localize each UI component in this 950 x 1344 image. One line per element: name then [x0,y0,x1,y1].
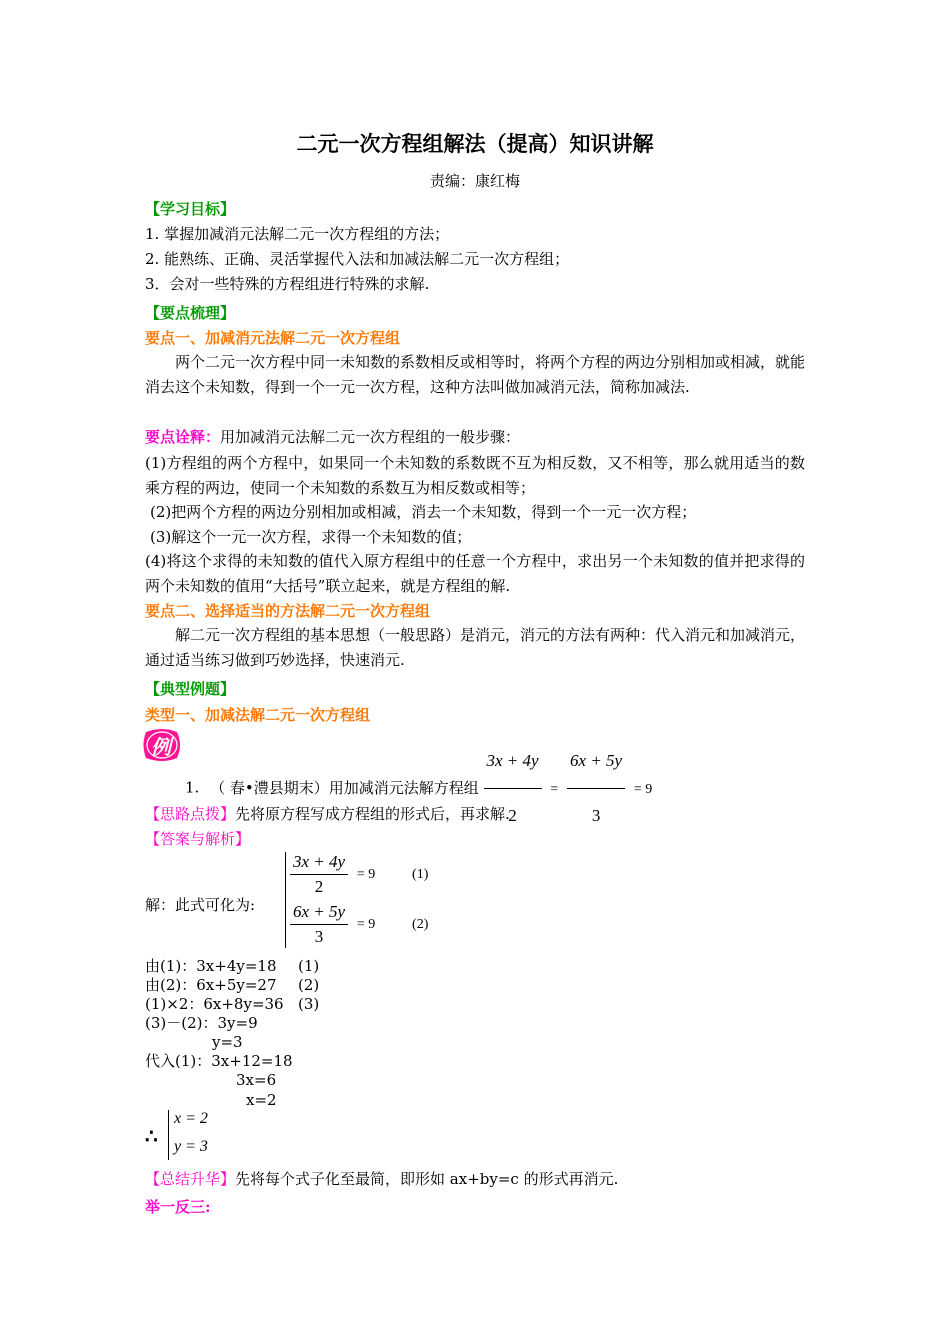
keypoint1-note [145,426,520,447]
summary-label: 【总结升华】 [145,1170,236,1188]
system-equation-2: $\frac{6x + 5y}{3}$ = 9 (2) [290,902,428,947]
solution-step: 代入(1)：3x+12=18 [145,1052,293,1070]
step-item: (3)解这个一元一次方程，求得一个未知数的值； [150,528,472,546]
hint-text: 先将原方程写成方程组的形式后，再求解. [235,805,510,823]
note-label: 要点诠释： [145,428,221,446]
example1-fraction-1: $\frac{3x + 4y}{2}$ [484,736,542,841]
solution-step: 3x=6 [236,1071,277,1089]
objective-item: 3．会对一些特殊的方程组进行特殊的求解. [145,275,430,293]
objectives-heading: 【学习目标】 [145,200,236,218]
type1-heading: 类型一、加减法解二元一次方程组 [145,706,371,724]
example1-problem [185,736,652,841]
summary [145,1168,618,1189]
example1-equals: = [550,781,559,797]
final-y: y = 3 [174,1138,208,1155]
system-equation-1: $\frac{3x + 4y}{2}$ = 9 (1) [290,852,428,897]
example1-number: 1. [185,778,200,797]
solution-step: 由(2)：6x+5y=27 (2) [145,976,320,994]
keypoint2-heading: 要点二、选择适当的方法解二元一次方程组 [145,602,431,620]
hint-label: 【思路点拨】 [145,805,236,823]
solution-step: x=2 [246,1091,277,1109]
examples-heading: 【典型例题】 [145,680,236,698]
step-item: (1)方程组的两个方程中，如果同一个未知数的系数既不互为相反数，又不相等，那么就用适当的数乘方程的两边，使同一个未知数的系数互为相反数或相等； [145,454,805,497]
solution-intro: 解：此式可化为: [145,896,256,914]
keypoints-heading: 【要点梳理】 [145,304,236,322]
page-title: 二元一次方程组解法（提高）知识讲解 [296,131,654,156]
solution-step: (3)－(2)：3y=9 [145,1014,258,1032]
objective-item: 1. 掌握加减消元法解二元一次方程组的方法； [145,225,450,243]
therefore-symbol: ∴ [145,1124,158,1148]
summary-text: 先将每个式子化至最简，即形如 ax+by=c 的形式再消元. [235,1170,619,1188]
keypoint2-body: 解二元一次方程组的基本思想（一般思路）是消元，消元的方法有两种：代入消元和加减消元，通过适当练习做到巧妙选择，快速消元. [145,626,806,669]
example1-rhs: = 9 [633,781,653,797]
solution-step: y=3 [212,1033,243,1051]
example1-source: （ 春•澧县期末）用加减消元法解方程组 [210,778,479,797]
editor-credit: 责编：康红梅 [429,172,520,190]
final-brace [168,1110,169,1160]
keypoint1-body: 两个二元一次方程中同一未知数的系数相反或相等时，将两个方程的两边分别相加或相减，就能消去这个未知数，得到一个一元一次方程，这种方法叫做加减消元法，简称加减法. [145,353,806,396]
hint [145,803,510,824]
practice-heading: 举一反三: [145,1198,211,1216]
objective-item: 2. 能熟练、正确、灵活掌握代入法和加减法解二元一次方程组； [145,250,570,268]
example-badge-label: 例 [151,735,171,759]
solution-step: (1)×2：6x+8y=36 (3) [145,995,320,1013]
step-item: (4)将这个求得的未知数的值代入原方程组中的任意一个方程中，求出另一个未知数的值并把求得的两个未知数的值用“大括号”联立起来，就是方程组的解. [145,552,805,595]
keypoint1-heading: 要点一、加减消元法解二元一次方程组 [145,329,401,347]
solution-step: 由(1)：3x+4y=18 (1) [145,957,320,975]
final-x: x = 2 [174,1110,208,1127]
system-brace [285,852,286,948]
step-item: (2)把两个方程的两边分别相加或相减，消去一个未知数，得到一个一元一次方程； [150,503,697,521]
note-text: 用加减消元法解二元一次方程组的一般步骤： [220,428,521,446]
answer-heading: 【答案与解析】 [145,830,251,848]
example1-fraction-2: $\frac{6x + 5y}{3}$ [567,736,625,841]
